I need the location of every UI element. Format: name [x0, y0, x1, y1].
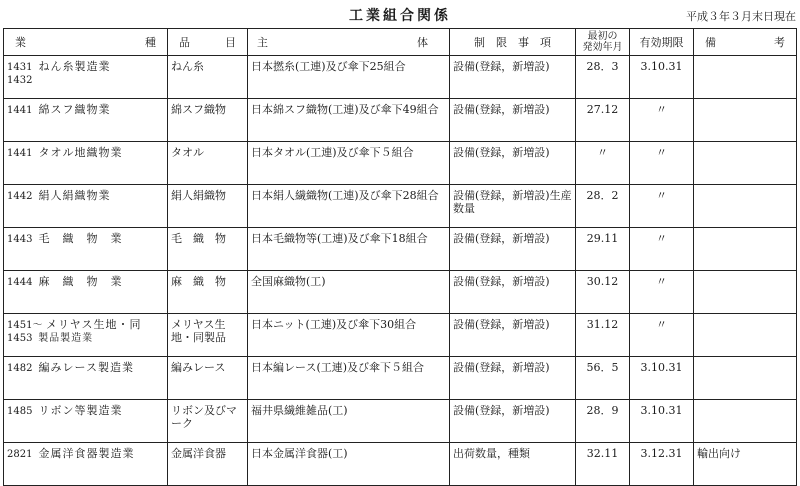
industry-code-2: 1432 — [7, 75, 33, 86]
cell-expiry: 3.10.31 — [630, 357, 694, 400]
cell-industry — [4, 228, 168, 271]
table-row — [4, 271, 797, 314]
table-row — [4, 99, 797, 142]
cell-first-date: 29.11 — [576, 228, 630, 271]
cell-product: ねん糸 — [168, 56, 248, 99]
cell-remarks — [694, 56, 797, 99]
cell-expiry: 3.10.31 — [630, 56, 694, 99]
cell-body: 日本金属洋食器(工) — [248, 443, 450, 486]
cell-remarks — [694, 400, 797, 443]
industry-code: 1444 — [7, 277, 33, 288]
industry-code: 1485 — [7, 406, 33, 417]
cell-product: 絹人絹織物 — [168, 185, 248, 228]
table-row — [4, 443, 797, 486]
table-row — [4, 56, 797, 99]
industry-name-2: 製品製造業 — [38, 333, 94, 344]
cell-product: タオル — [168, 142, 248, 185]
cell-body: 福井県繊維雑品(工) — [248, 400, 450, 443]
cell-body: 日本編レース(工連)及び傘下５組合 — [248, 357, 450, 400]
header-row — [4, 29, 797, 56]
cell-industry — [4, 314, 168, 357]
industry-code: 1441 — [7, 105, 33, 116]
header-first-date: 最初の 発効年月 — [576, 29, 630, 56]
industry-name: 麻 織 物 業 — [38, 275, 123, 288]
cell-expiry: 〃 — [630, 314, 694, 357]
cell-restriction: 設備(登録，新増設) — [450, 314, 576, 357]
table-row — [4, 142, 797, 185]
cooperative-table — [3, 28, 797, 486]
cell-remarks — [694, 142, 797, 185]
cell-body: 日本綿スフ織物(工連)及び傘下49組合 — [248, 99, 450, 142]
industry-name: 編みレース製造業 — [38, 361, 134, 374]
cell-industry — [4, 400, 168, 443]
cell-remarks — [694, 99, 797, 142]
cell-body: 日本撚糸(工連)及び傘下25組合 — [248, 56, 450, 99]
industry-code-2: 1453 — [7, 333, 33, 344]
industry-code: 1443 — [7, 234, 33, 245]
industry-name: タオル地織物業 — [38, 146, 123, 159]
table-row — [4, 314, 797, 357]
cell-body: 全国麻織物(工) — [248, 271, 450, 314]
industry-code: 1482 — [7, 363, 33, 374]
industry-code: 2821 — [7, 449, 33, 460]
cell-expiry: 3.12.31 — [630, 443, 694, 486]
cell-remarks — [694, 228, 797, 271]
cell-restriction: 設備(登録，新増設) — [450, 99, 576, 142]
cell-remarks: 輸出向け — [694, 443, 797, 486]
cell-first-date: 28．2 — [576, 185, 630, 228]
cell-expiry: 〃 — [630, 99, 694, 142]
cell-body: 日本ニット(工連)及び傘下30組合 — [248, 314, 450, 357]
cell-product: メリヤス生地・同製品 — [168, 314, 248, 357]
cell-body: 日本絹人繊織物(工連)及び傘下28組合 — [248, 185, 450, 228]
date-note: 平成３年３月末日現在 — [686, 10, 796, 23]
industry-code: 1451〜 — [7, 320, 43, 331]
table-row — [4, 228, 797, 271]
cell-restriction: 設備(登録，新増設) — [450, 271, 576, 314]
cell-restriction: 設備(登録，新増設) — [450, 228, 576, 271]
cell-restriction: 設備(登録，新増設) — [450, 142, 576, 185]
page-title: 工業組合関係 — [349, 8, 451, 24]
industry-name: ねん糸製造業 — [38, 60, 111, 73]
industry-name: 綿スフ織物業 — [38, 103, 111, 116]
cell-industry — [4, 185, 168, 228]
cell-expiry: 〃 — [630, 271, 694, 314]
cell-remarks — [694, 271, 797, 314]
cell-first-date: 56．5 — [576, 357, 630, 400]
cell-first-date: 31.12 — [576, 314, 630, 357]
table-row — [4, 400, 797, 443]
cell-remarks — [694, 185, 797, 228]
cell-first-date: 30.12 — [576, 271, 630, 314]
cell-product: リボン及びマーク — [168, 400, 248, 443]
industry-name: 絹人絹織物業 — [38, 189, 111, 202]
cell-industry — [4, 56, 168, 99]
cell-product: 金属洋食器 — [168, 443, 248, 486]
cell-expiry: 〃 — [630, 228, 694, 271]
cell-industry — [4, 271, 168, 314]
header-restriction: 制 限 事 項 — [450, 29, 576, 56]
cell-first-date: 27.12 — [576, 99, 630, 142]
industry-name: 金属洋食器製造業 — [38, 447, 135, 460]
table-row — [4, 185, 797, 228]
header-expiry: 有効期限 — [630, 29, 694, 56]
industry-name: メリヤス生地・同 — [45, 318, 142, 331]
header-remarks: 備 考 — [694, 29, 797, 56]
cell-expiry: 〃 — [630, 142, 694, 185]
cell-restriction: 出荷数量，種類 — [450, 443, 576, 486]
cell-restriction: 設備(登録，新増設)生産数量 — [450, 185, 576, 228]
cell-product: 毛 織 物 — [168, 228, 248, 271]
header-product: 品 目 — [168, 29, 248, 56]
header-body: 主 体 — [248, 29, 450, 56]
cell-expiry: 3.10.31 — [630, 400, 694, 443]
cell-restriction: 設備(登録，新増設) — [450, 357, 576, 400]
industry-code: 1431 — [7, 62, 33, 73]
cell-expiry: 〃 — [630, 185, 694, 228]
cell-industry — [4, 357, 168, 400]
cell-restriction: 設備(登録，新増設) — [450, 56, 576, 99]
industry-code: 1442 — [7, 191, 33, 202]
cell-body: 日本タオル(工連)及び傘下５組合 — [248, 142, 450, 185]
cell-restriction: 設備(登録，新増設) — [450, 400, 576, 443]
industry-name: リボン等製造業 — [38, 404, 123, 417]
cell-industry — [4, 142, 168, 185]
cell-first-date: 〃 — [576, 142, 630, 185]
industry-name: 毛 織 物 業 — [38, 232, 123, 245]
cell-product: 綿スフ織物 — [168, 99, 248, 142]
cell-remarks — [694, 357, 797, 400]
cell-first-date: 32.11 — [576, 443, 630, 486]
table-row — [4, 357, 797, 400]
cell-industry — [4, 443, 168, 486]
cell-industry — [4, 99, 168, 142]
cell-product: 麻 織 物 — [168, 271, 248, 314]
cell-body: 日本毛織物等(工連)及び傘下18組合 — [248, 228, 450, 271]
cell-remarks — [694, 314, 797, 357]
cell-first-date: 28．3 — [576, 56, 630, 99]
header-industry: 業 種 — [4, 29, 168, 56]
cell-first-date: 28．9 — [576, 400, 630, 443]
cell-product: 編みレース — [168, 357, 248, 400]
industry-code: 1441 — [7, 148, 33, 159]
